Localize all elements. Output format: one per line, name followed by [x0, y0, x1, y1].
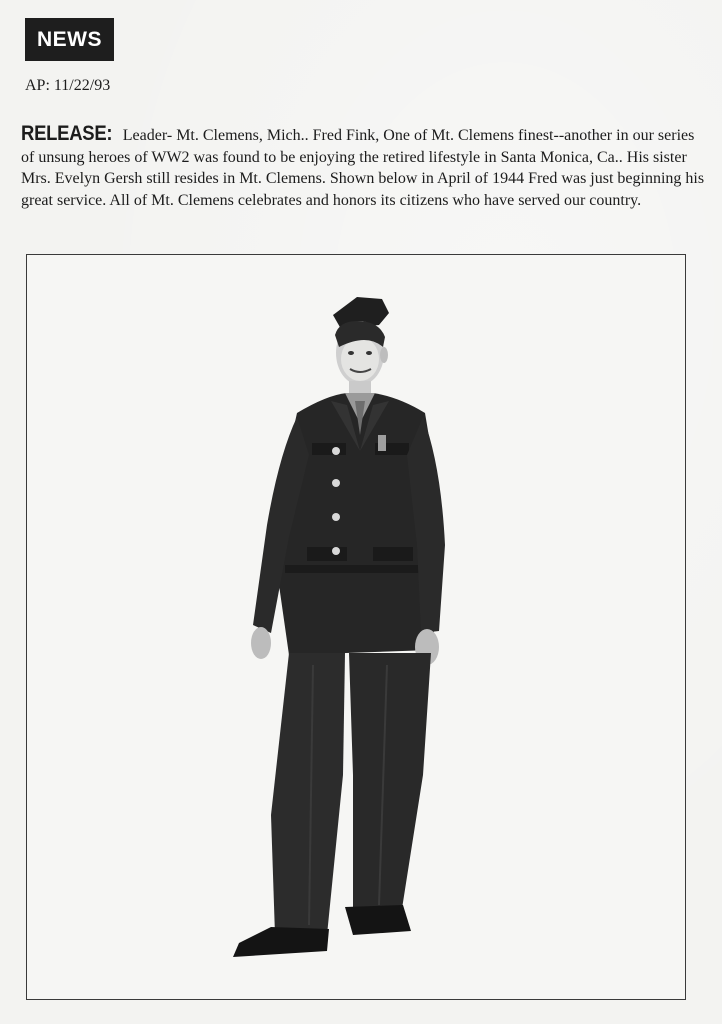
- news-badge: NEWS: [25, 18, 114, 61]
- photo-frame: [26, 254, 686, 1000]
- release-body: Leader- Mt. Clemens, Mich.. Fred Fink, One of Mt. Clemens finest--another in our series of unsung heroes of WW2 was found to be enjoying the retired lifestyle in Santa Monica, Ca.. His sister Mrs. Evelyn Gersh still resides in Mt. Clemens. Shown below in April of 1944 Fred was just beginning his great service. All of Mt. Clemens celebrates and honors its citizens who have served our country.: [21, 127, 705, 209]
- release-paragraph: [21, 123, 711, 211]
- release-label: RELEASE:: [21, 122, 113, 145]
- soldier-photo: [27, 255, 686, 1000]
- ap-date: AP: 11/22/93: [25, 77, 111, 94]
